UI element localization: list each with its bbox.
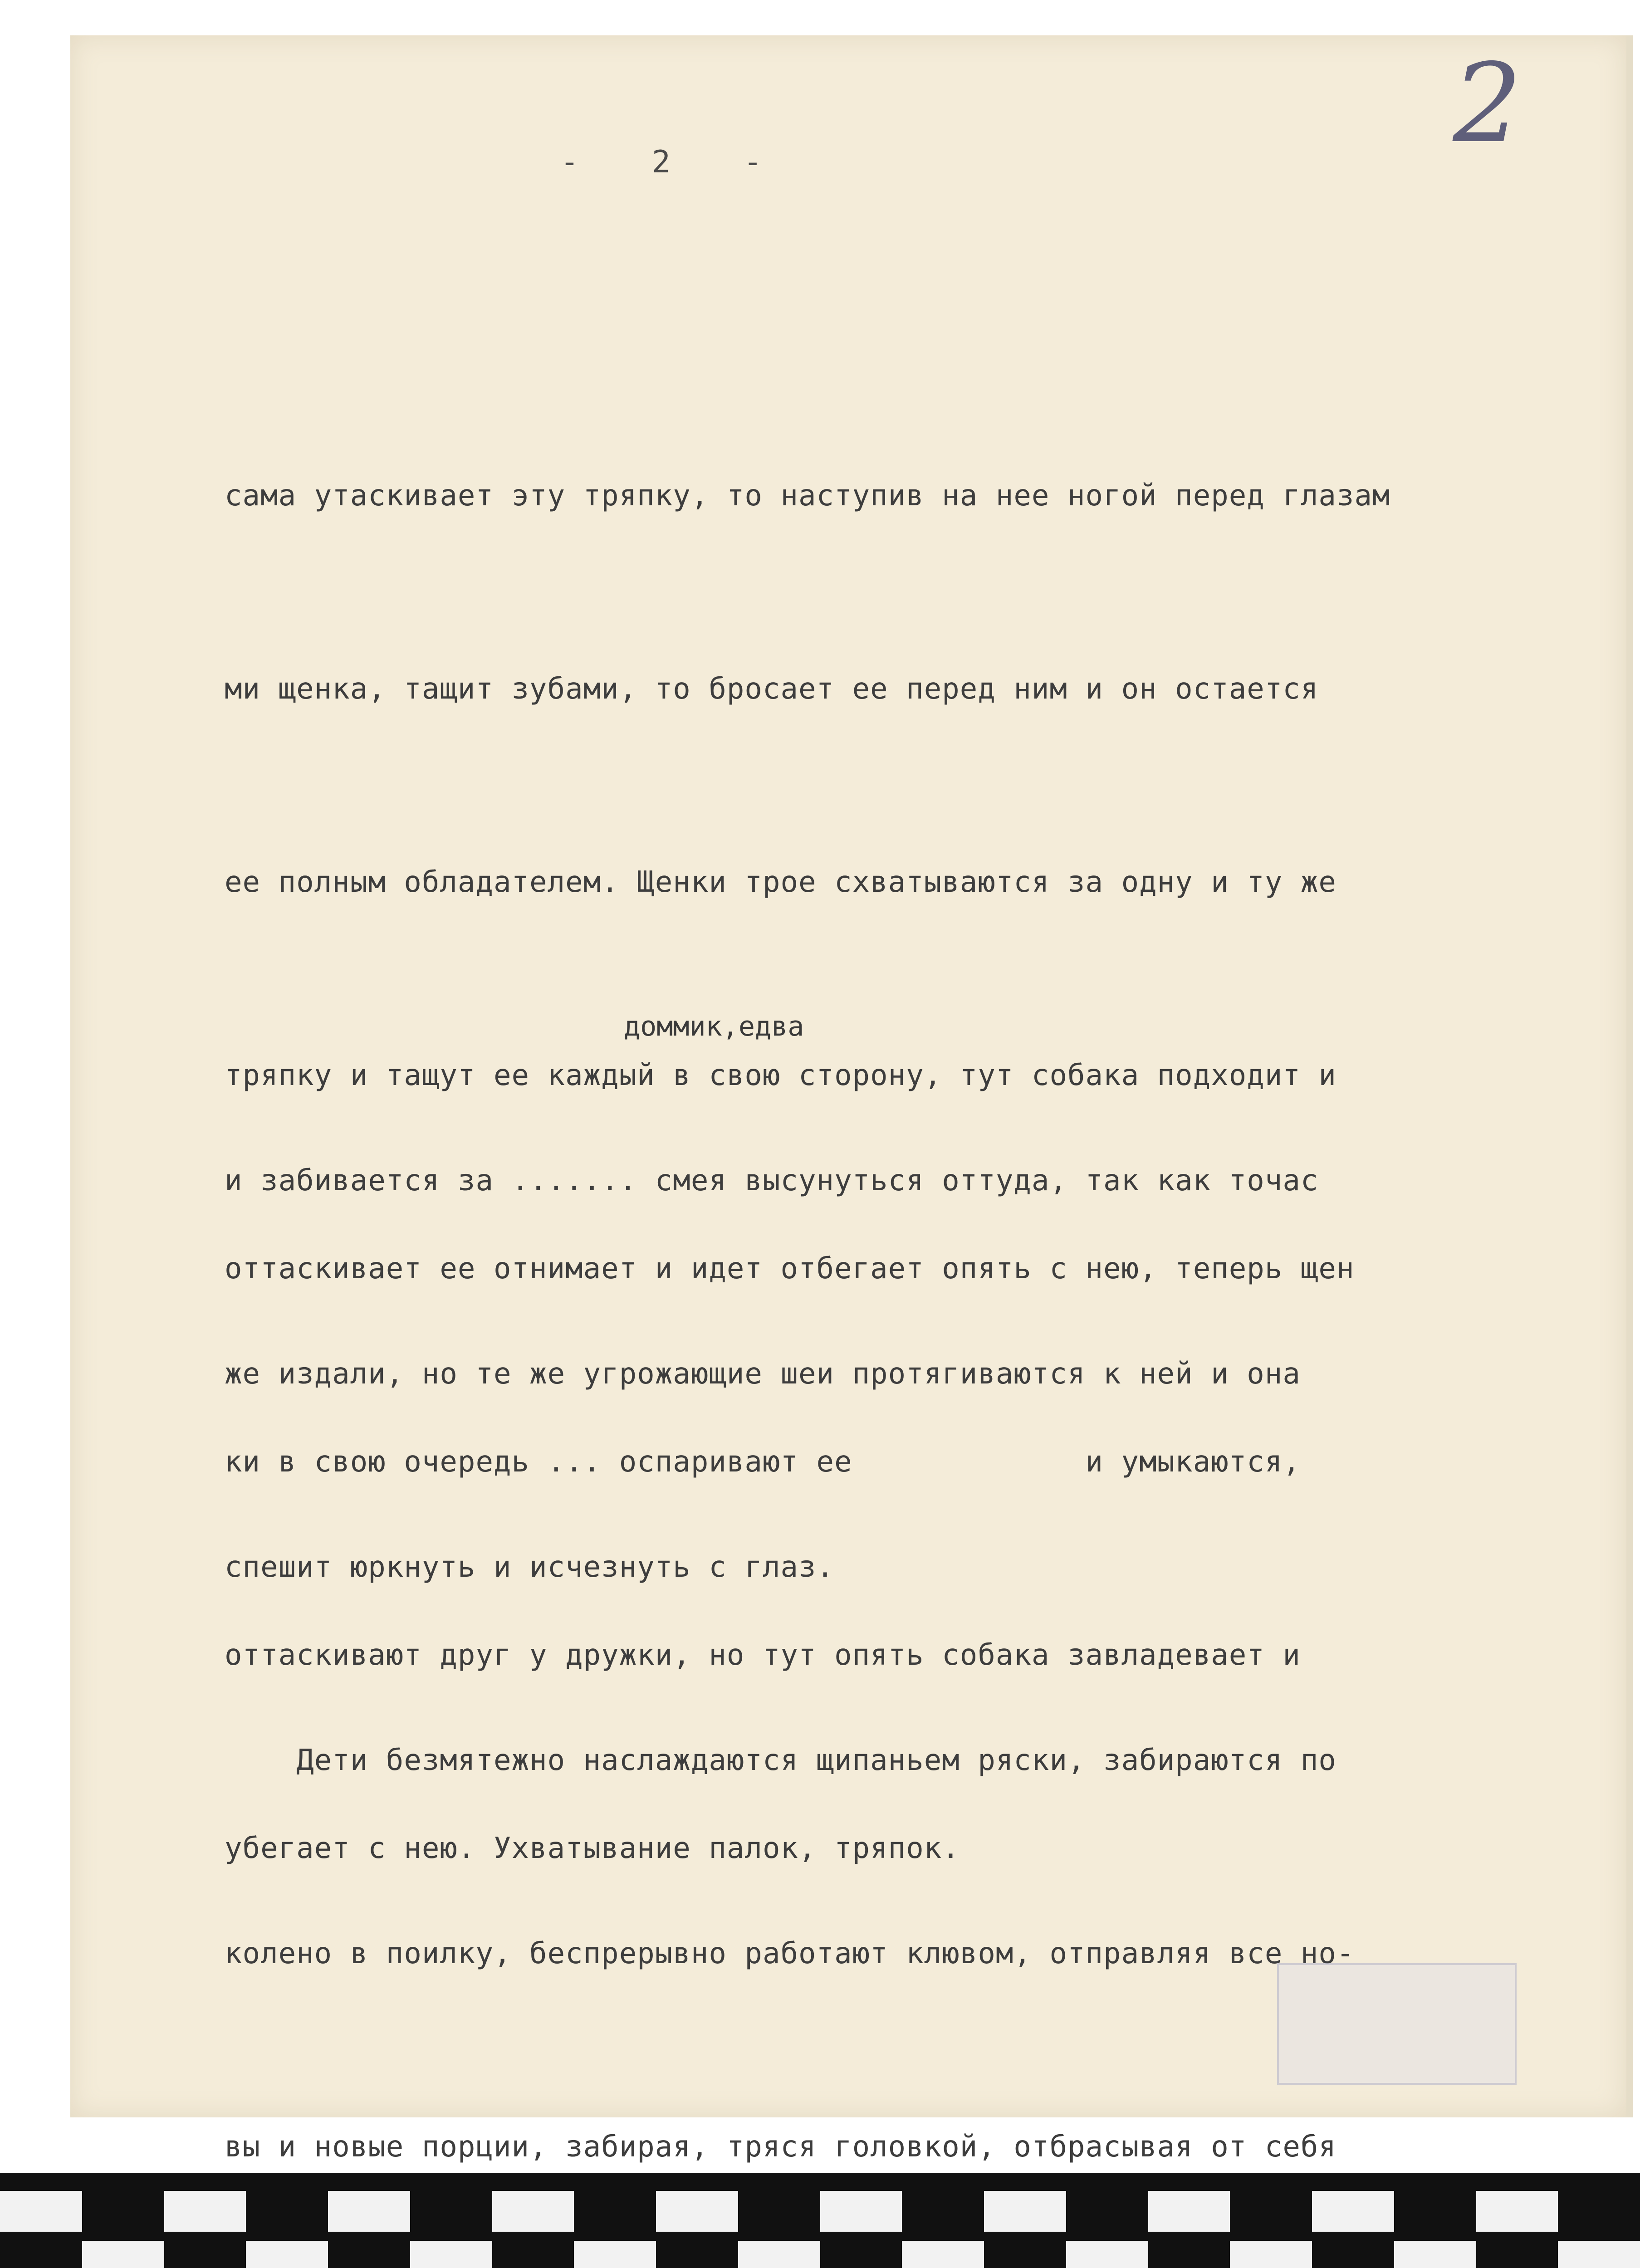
scale-top-row xyxy=(0,2191,1640,2232)
text-line: ки в свою очередь ... оспаривают ее и умыкаются, xyxy=(225,1445,1301,1479)
faded-archive-stamp xyxy=(1277,1963,1517,2085)
typewritten-page xyxy=(70,35,1633,2164)
text-line: Дети безмятежно наслаждаются щипаньем ряски, забираются по xyxy=(225,1744,1336,1777)
text-line: оттаскивает ее отнимает и идет отбегает опять с нею, теперь щен xyxy=(225,1252,1355,1286)
color-scale-bar xyxy=(0,2173,1640,2268)
text-line: ее полным обладателем. Щенки трое схватываются за одну и ту же xyxy=(225,865,1336,899)
text-line: колено в поилку, беспрерывно работают клювом, отправляя все но- xyxy=(225,1937,1355,1970)
text-line: оттаскивают друг у дружки, но тут опять собака завладевает и xyxy=(225,1638,1301,1672)
text-line: ми щенка, тащит зубами, то бросает ее перед ним и он остается xyxy=(225,672,1319,706)
text-line: же издали, но те же угрожающие шеи протягиваются к ней и она xyxy=(225,1357,1301,1391)
text-line: убегает с нею. Ухватывание палок, тряпок. xyxy=(225,1832,960,1865)
handwritten-page-number: 2 xyxy=(1453,40,1522,167)
text-line: спешит юркнуть и исчезнуть с глаз. xyxy=(225,1550,835,1584)
text-line: тряпку и тащут ее каждый в свою сторону, тут собака подходит и xyxy=(225,1059,1336,1092)
interlinear-insertion: доммик,едва xyxy=(624,1011,804,1042)
scale-bottom-row xyxy=(0,2241,1640,2268)
text-line: и забивается за ....... смея высунуться оттуда, так как точас xyxy=(225,1164,1319,1198)
text-line: вы и новые порции, забирая, тряся головкой, отбрасывая от себя xyxy=(225,2130,1336,2164)
typed-page-number: - 2 - xyxy=(560,144,789,180)
text-line: сама утаскивает эту тряпку, то наступив на нее ногой перед глазам xyxy=(225,479,1390,513)
